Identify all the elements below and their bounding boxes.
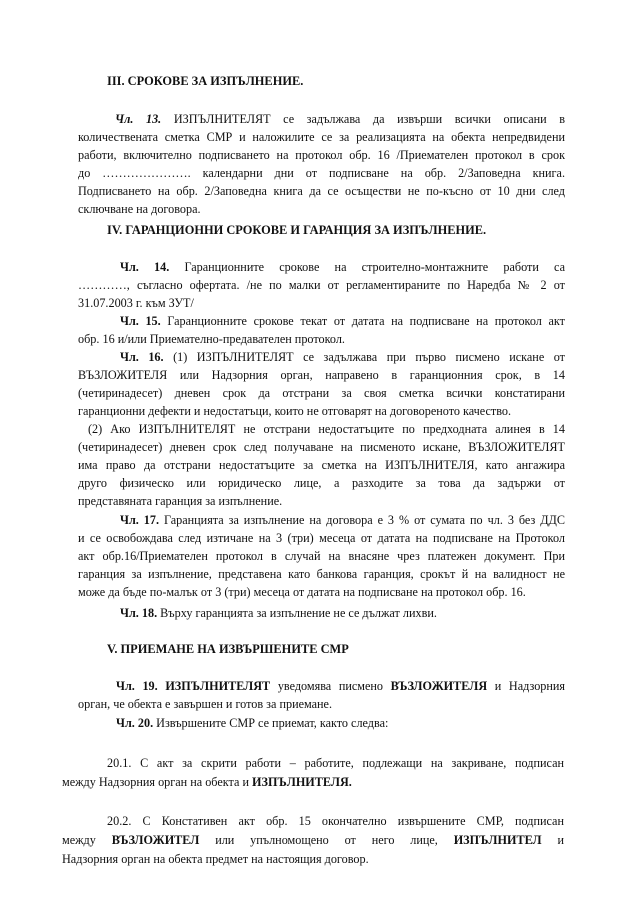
art16-label: Чл. 16.	[120, 350, 164, 364]
p202-line3: Надзорния орган на обекта предмет на настоящия договор.	[62, 852, 369, 866]
art17-line3: акт обр.16/Приемателен протокол в случай на внасяне чрез платежен документ. При	[78, 549, 565, 563]
art16-p2-line4: друго физическо или юридическо лице, а разходите за това да задържи от	[78, 476, 565, 490]
art16-p2-line2: (четиринадесет) дневен срок след получаване на писменото искане, ВЪЗЛОЖИТЕЛЯТ	[78, 440, 565, 454]
art15-line2: обр. 16 и/или Приемателно-предавателен протокол.	[78, 332, 345, 346]
art16-p2-line5: представяната гаранция за изпълнение.	[78, 494, 283, 508]
art14-line2: …………, съгласно офертата. /не по малки от регламентираните по Наредба № 2 от	[78, 278, 565, 292]
art20-line1: Чл. 20. Извършените СМР се приемат, както следва:	[116, 716, 389, 730]
art19-label: Чл. 19.	[116, 679, 158, 693]
art16-line2: ВЪЗЛОЖИТЕЛЯ или Надзорния орган, направено в гаранционния срок, в 14	[78, 368, 565, 382]
art16-line3: (четиринадесет) дневен срок да отстрани за своя сметка всички констатирани	[78, 386, 565, 400]
art18-line1: Чл. 18. Върху гаранцията за изпълнение не се дължат лихви.	[120, 606, 437, 620]
art16-p2-line1: (2) Ако ИЗПЪЛНИТЕЛЯТ не отстрани недостатъците по предходната алинея в 14	[88, 422, 565, 436]
art19-line2: орган, че обекта е завършен и готов за приемане.	[78, 697, 333, 711]
art15-label: Чл. 15.	[120, 314, 161, 328]
art17-line4: гаранция за изпълнение, представена като банкова гаранция, срокът й на валидност не	[78, 567, 565, 581]
p202-line2: между ВЪЗЛОЖИТЕЛ или упълномощено от него лице, ИЗПЪЛНИТЕЛ и	[62, 833, 565, 847]
art18-label: Чл. 18.	[120, 606, 158, 620]
art14-label: Чл. 14.	[120, 260, 170, 274]
art13-label: Чл. 13.	[115, 112, 162, 126]
art16-line1: Чл. 16. (1) ИЗПЪЛНИТЕЛЯТ се задължава при първо писмено искане от	[120, 350, 565, 364]
art13-line5: Подписването на обр. 2/Заповедна книга да се осъществи не по-късно от 10 дни след	[78, 184, 565, 198]
art14-line3: 31.07.2003 г. към ЗУТ/	[78, 296, 194, 310]
p201-line2: между Надзорния орган на обекта и ИЗПЪЛНИТЕЛЯ.	[62, 775, 352, 789]
art17-line1: Чл. 17. Гаранцията за изпълнение на договора е 3 % от сумата по чл. 3 без ДДС	[120, 513, 565, 527]
art16-p2-line3: има право да отстрани недостатъците за сметка на ИЗПЪЛНИТЕЛЯ, като ангажира	[78, 458, 565, 472]
art20-label: Чл. 20.	[116, 716, 154, 730]
section-4-heading: IV. ГАРАНЦИОННИ СРОКОВЕ И ГАРАНЦИЯ ЗА ИЗПЪЛНЕНИЕ.	[107, 223, 487, 237]
art19-line1: Чл. 19. ИЗПЪЛНИТЕЛЯТ уведомява писмено ВЪЗЛОЖИТЕЛЯ и Надзорния	[116, 679, 566, 693]
p201-line1: 20.1. С акт за скрити работи – работите, подлежащи на закриване, подписан	[107, 756, 564, 770]
section-5-heading: V. ПРИЕМАНЕ НА ИЗВЪРШЕНИТЕ СМР	[107, 642, 349, 656]
art13-line1: Чл. 13. ИЗПЪЛНИТЕЛЯТ се задължава да извърши всички описани в	[115, 112, 565, 126]
art17-line2: и се освобождава след изтичане на 3 (три) месеца от датата на подписване на Протокол	[78, 531, 565, 545]
section-3-heading: III. СРОКОВЕ ЗА ИЗПЪЛНЕНИЕ.	[107, 74, 304, 88]
art13-line4: до …………………. календарни дни от подписване на обр. 2/Заповедна книга.	[78, 166, 565, 180]
art15-line1: Чл. 15. Гаранционните срокове текат от датата на подписване на протокол акт	[120, 314, 565, 328]
art13-line2: количествената сметка СМР и наложилите се за реализацията на обекта непредвидени	[78, 130, 565, 144]
art13-line6: сключване на договора.	[78, 202, 201, 216]
art14-line1: Чл. 14. Гаранционните срокове на строително-монтажните работи са	[120, 260, 566, 274]
art13-line3: работи, включително подписването на протокол обр. 16 /Приемателен протокол в срок	[78, 148, 565, 162]
art17-line5: може да бъде по-малък от 3 (три) месеца от датата на подписване на протокол обр. 16.	[78, 585, 526, 599]
art16-line4: гаранционни дефекти и недостатъци, които не отговарят на договореното качество.	[78, 404, 512, 418]
p202-line1: 20.2. С Констативен акт обр. 15 окончателно извършените СМР, подписан	[107, 814, 564, 828]
art17-label: Чл. 17.	[120, 513, 160, 527]
